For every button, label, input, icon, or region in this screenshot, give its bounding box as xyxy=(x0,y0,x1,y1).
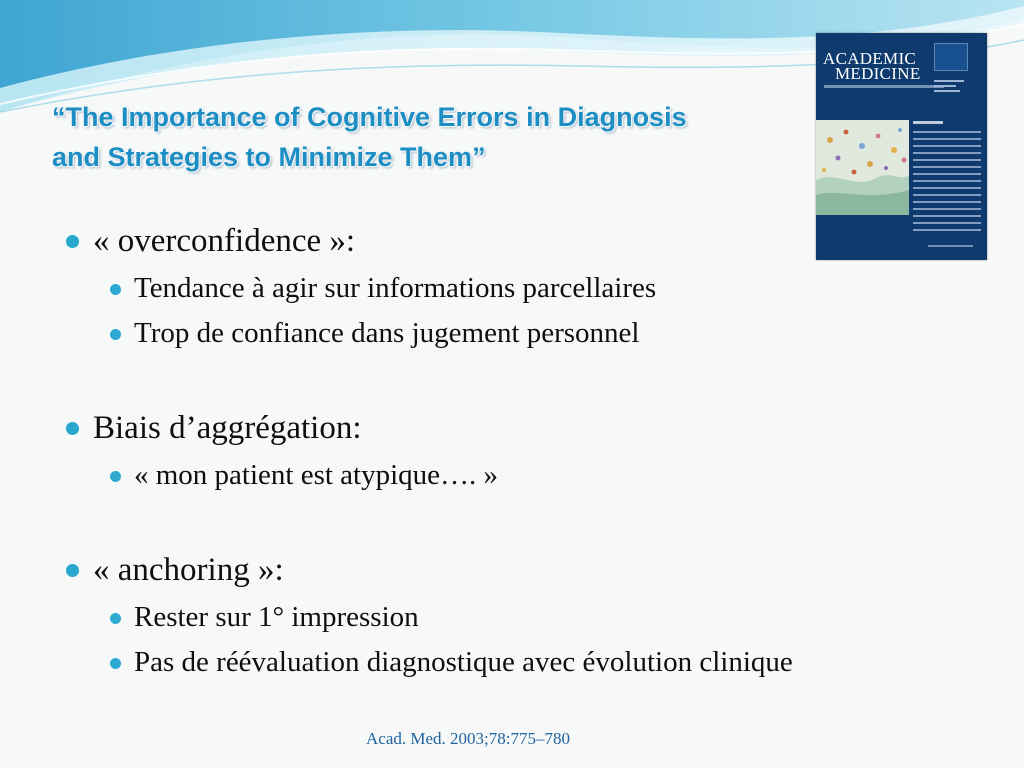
bullet-overconfidence xyxy=(60,216,1000,266)
bullet-text: « overconfidence »: xyxy=(93,223,356,259)
sub-bullet xyxy=(60,595,1000,640)
sub-bullet-text: Pas de réévaluation diagnostique avec évolution clinique xyxy=(134,646,793,678)
slide-title-line-1: “The Importance of Cognitive Errors in Diagnosis xyxy=(52,102,687,132)
sub-bullet xyxy=(60,266,1000,311)
sub-bullet-text: Tendance à agir sur informations parcellaires xyxy=(134,272,657,304)
bullet-anchoring xyxy=(60,545,1000,595)
sub-bullet xyxy=(60,311,1000,356)
citation-reference: Acad. Med. 2003;78:775–780 xyxy=(366,729,570,748)
sub-bullet-text: Trop de confiance dans jugement personnel xyxy=(134,317,640,349)
bullet-icon xyxy=(66,235,79,248)
bullet-text: Biais d’aggrégation: xyxy=(93,410,362,446)
sub-bullet xyxy=(60,453,1000,498)
bullet-aggregation-bias xyxy=(60,403,1000,453)
journal-cover-title-line-2: MEDICINE xyxy=(835,64,921,83)
slide-title-line-2: and Strategies to Minimize Them” xyxy=(52,142,486,172)
sub-bullet-text: Rester sur 1° impression xyxy=(134,601,419,633)
bullet-icon xyxy=(110,471,121,482)
bullet-text: « anchoring »: xyxy=(93,552,284,588)
journal-cover-title-line-1: ACADEMIC xyxy=(823,49,917,68)
sub-bullet xyxy=(60,640,1000,685)
journal-cover-issue-info xyxy=(934,79,970,93)
journal-cover-subtitle-bar xyxy=(824,85,944,88)
sub-bullet-text: « mon patient est atypique…. » xyxy=(134,459,499,491)
bullet-icon xyxy=(110,613,121,624)
bullet-icon xyxy=(110,329,121,340)
bullet-icon xyxy=(110,284,121,295)
bullet-icon xyxy=(110,658,121,669)
journal-cover-title xyxy=(823,51,943,81)
bullet-icon xyxy=(66,564,79,577)
journal-publisher-logo-icon xyxy=(934,43,968,71)
slide-title xyxy=(52,97,792,177)
bullet-icon xyxy=(66,422,79,435)
slide-body xyxy=(60,216,1000,685)
journal-cover-artwork xyxy=(816,120,909,215)
